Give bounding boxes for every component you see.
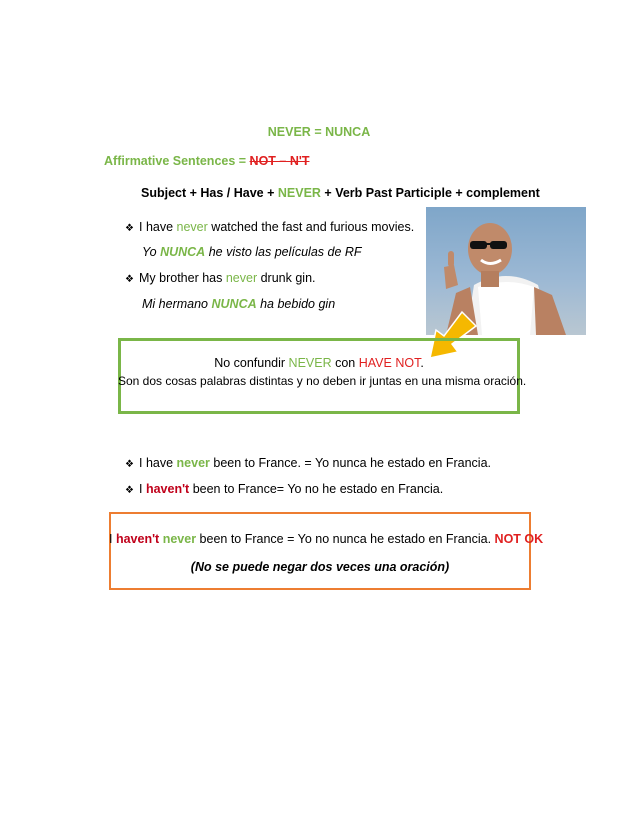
affirmative-heading xyxy=(104,154,309,168)
ex2-tr-post: ha bebido gin xyxy=(256,297,336,311)
note-mid: con xyxy=(331,356,359,370)
ex1-never: never xyxy=(176,220,208,234)
note-pre: No confundir xyxy=(214,356,289,370)
ex2-pre: My brother has xyxy=(139,271,226,285)
ex1-tr-word: NUNCA xyxy=(160,245,206,259)
ex2-tr-word: NUNCA xyxy=(211,297,257,311)
note-line-2: Son dos cosas palabras distintas y no deben ir juntas en una misma oración. xyxy=(118,374,527,388)
ex1-post: watched the fast and furious movies. xyxy=(207,220,415,234)
formula-prefix: Subject + Has / Have + xyxy=(141,186,278,200)
wrong-havent: haven't xyxy=(115,532,160,546)
note-line-1 xyxy=(118,356,520,370)
example-2-translation xyxy=(142,297,335,311)
wrong-pre: I xyxy=(109,532,116,546)
ex3-never: never xyxy=(176,456,210,470)
wrong-notok: NOT OK xyxy=(494,532,544,546)
ex3-post: been to France. = Yo nunca he estado en Francia. xyxy=(209,456,491,470)
wrong-note: (No se puede negar dos veces una oración) xyxy=(190,560,450,574)
title-equals: = xyxy=(310,125,326,139)
formula-never: NEVER xyxy=(277,186,321,200)
wrong-box xyxy=(109,512,531,590)
formula-suffix: + Verb Past Participle + complement xyxy=(320,186,540,200)
example-1 xyxy=(125,220,414,234)
wrong-sentence xyxy=(109,532,544,546)
formula xyxy=(141,186,540,200)
ex4-pre: I xyxy=(139,482,146,496)
diamond-bullet-icon: ❖ xyxy=(125,459,134,470)
note-never: NEVER xyxy=(288,356,332,370)
ex1-pre: I have xyxy=(139,220,177,234)
affirmative-label: Affirmative Sentences = xyxy=(104,154,250,168)
diamond-bullet-icon: ❖ xyxy=(125,223,134,234)
example-3 xyxy=(125,456,491,470)
ex2-tr-pre: Mi hermano xyxy=(142,297,212,311)
example-1-translation xyxy=(142,245,362,259)
title-nunca: NUNCA xyxy=(325,125,371,139)
ex1-tr-post: he visto las películas de RF xyxy=(205,245,362,259)
ex4-post: been to France= Yo no he estado en Francia. xyxy=(189,482,444,496)
ex2-post: drunk gin. xyxy=(257,271,316,285)
wrong-post: been to France = Yo no nunca he estado en Francia. xyxy=(196,532,495,546)
ex4-havent: haven't xyxy=(145,482,190,496)
ex2-never: never xyxy=(225,271,258,285)
ex3-pre: I have xyxy=(139,456,177,470)
note-havenot: HAVE NOT xyxy=(358,356,421,370)
diamond-bullet-icon: ❖ xyxy=(125,274,134,285)
page-title xyxy=(0,125,638,139)
affirmative-struck: NOT – N'T xyxy=(249,154,310,168)
note-dot: . xyxy=(420,356,424,370)
wrong-never: never xyxy=(162,532,197,546)
example-2 xyxy=(125,271,316,285)
ex1-tr-pre: Yo xyxy=(142,245,161,259)
example-4 xyxy=(125,482,443,496)
title-never: NEVER xyxy=(267,125,311,139)
diamond-bullet-icon: ❖ xyxy=(125,485,134,496)
